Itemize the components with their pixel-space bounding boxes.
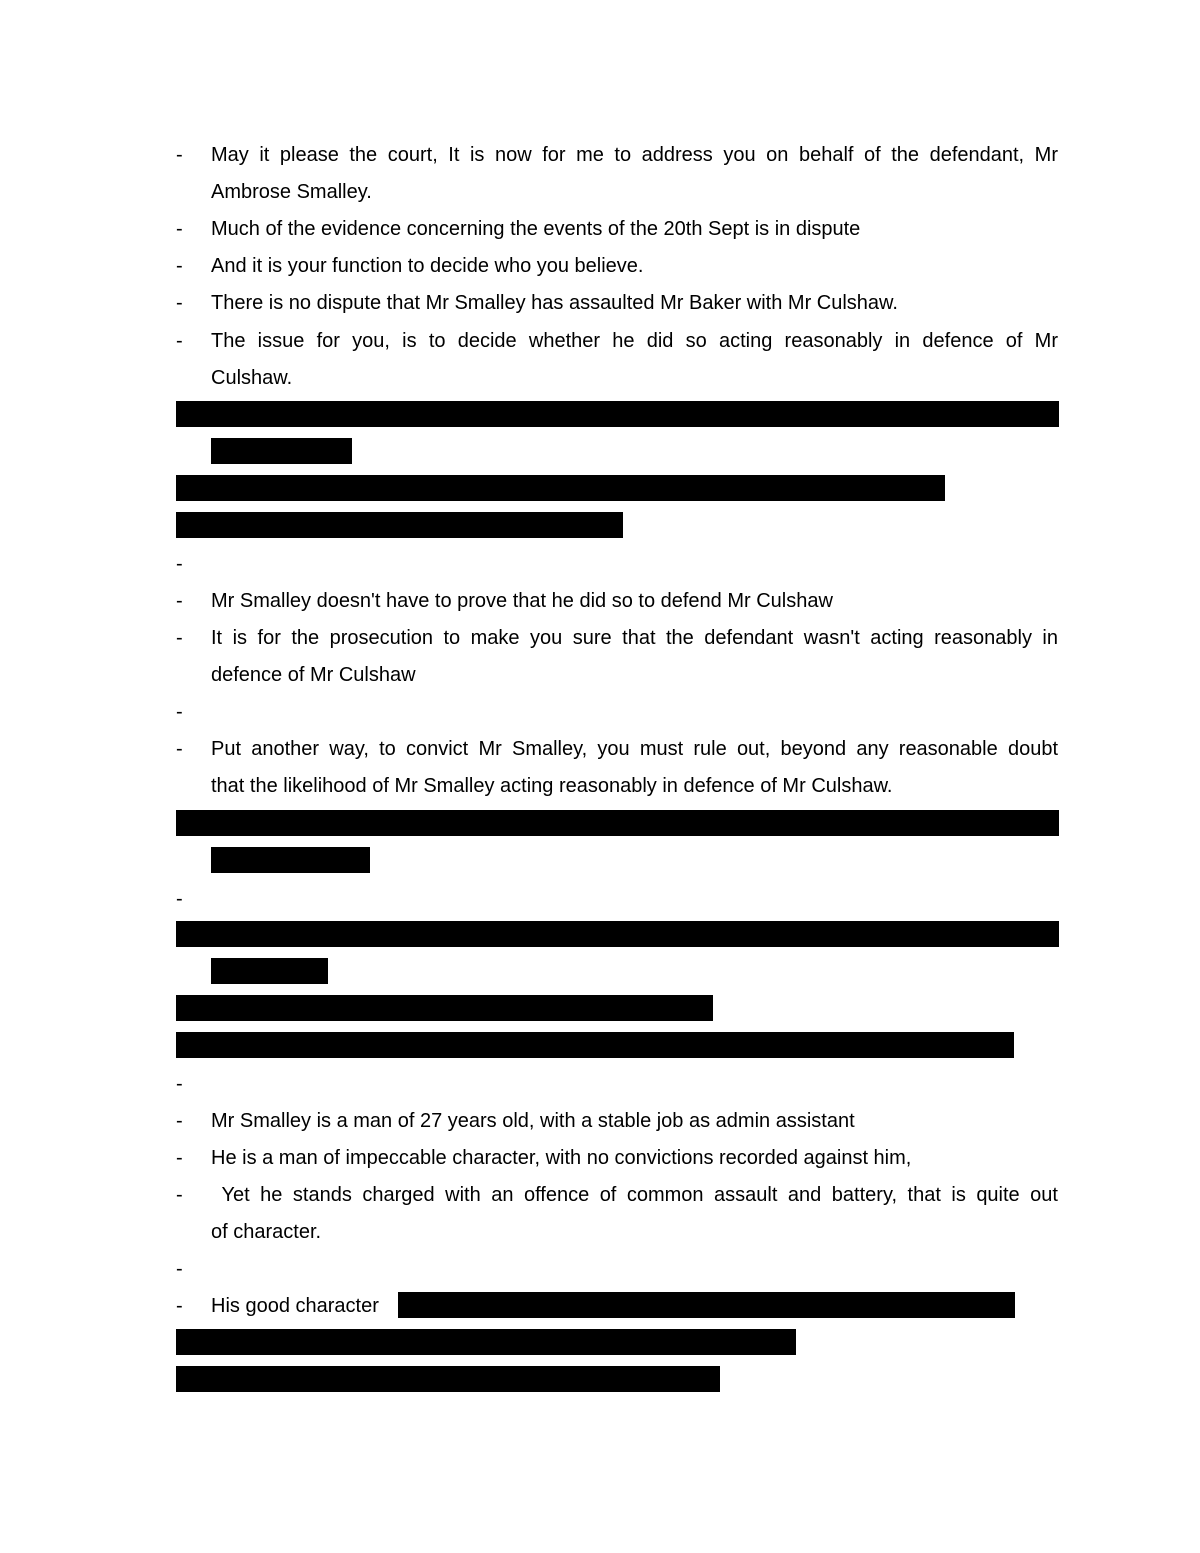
text-line: Ambrose Smalley. [211,181,372,203]
text-line: There is no dispute that Mr Smalley has assaulted Mr Baker with Mr Culshaw. [211,292,898,314]
text-line: And it is your function to decide who you believe. [211,255,644,277]
text-line: Mr Smalley is a man of 27 years old, with a stable job as admin assistant [211,1110,855,1132]
redaction-bar [176,475,945,501]
text-line: Much of the evidence concerning the events of the 20th Sept is in dispute [211,218,861,240]
text-line: His good character [211,1295,379,1317]
redaction-bar [176,401,1059,427]
redaction-bar [176,512,623,538]
bullet-dash: - [176,627,183,649]
bullet-dash: - [176,701,183,723]
text-line: Culshaw. [211,367,293,389]
redaction-bar [176,1366,720,1392]
bullet-dash: - [176,1295,183,1317]
bullet-dash: - [176,738,183,760]
redaction-bar [398,1292,1015,1318]
text-line: It is for the prosecution to make you sure that the defendant wasn't acting reasonably in [211,627,1058,649]
text-line: of character. [211,1221,322,1243]
text-line: defence of Mr Culshaw [211,664,416,686]
bullet-dash: - [176,1258,183,1280]
redaction-bar [176,921,1059,947]
bullet-dash: - [176,218,183,240]
bullet-dash: - [176,553,183,575]
bullet-dash: - [176,888,183,910]
text-line: Mr Smalley doesn't have to prove that he did so to defend Mr Culshaw [211,590,833,612]
text-line: May it please the court, It is now for me to address you on behalf of the defendant, Mr [211,144,1058,166]
redaction-bar [176,995,713,1021]
text-line: Put another way, to convict Mr Smalley, you must rule out, beyond any reasonable doubt [211,738,1058,760]
redaction-bar [176,1032,1014,1058]
bullet-dash: - [176,330,183,352]
bullet-dash: - [176,292,183,314]
bullet-dash: - [176,1073,183,1095]
bullet-dash: - [176,1147,183,1169]
redaction-bar [211,847,370,873]
bullet-dash: - [176,1184,183,1206]
text-line: Yet he stands charged with an offence of common assault and battery, that is quite out [211,1184,1058,1206]
redaction-bar [176,810,1059,836]
text-line: that the likelihood of Mr Smalley acting reasonably in defence of Mr Culshaw. [211,775,893,797]
redaction-bar [176,1329,796,1355]
bullet-dash: - [176,1110,183,1132]
bullet-dash: - [176,144,183,166]
bullet-dash: - [176,590,183,612]
bullet-dash: - [176,255,183,277]
redaction-bar [211,958,328,984]
text-line: He is a man of impeccable character, with no convictions recorded against him, [211,1147,912,1169]
text-line: The issue for you, is to decide whether he did so acting reasonably in defence of Mr [211,330,1058,352]
redaction-bar [211,438,352,464]
